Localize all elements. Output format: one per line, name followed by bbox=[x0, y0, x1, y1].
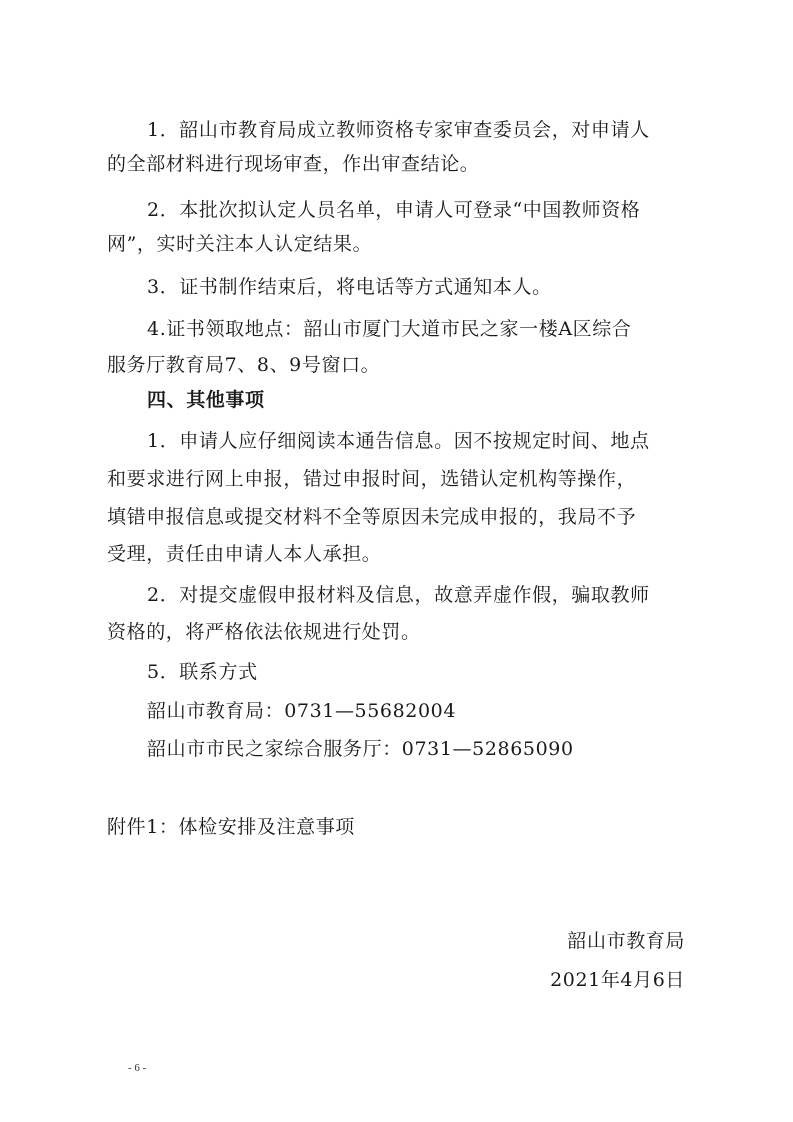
contact-education-bureau: 韶山市教育局：0731—55682004 bbox=[147, 700, 457, 722]
paragraph-2-line-1: 2．本批次拟认定人员名单，申请人可登录“中国教师资格 bbox=[147, 199, 641, 221]
contact-service-hall: 韶山市市民之家综合服务厅：0731—52865090 bbox=[147, 738, 574, 760]
paragraph-1-line-1: 1．韶山市教育局成立教师资格专家审查委员会，对申请人 bbox=[147, 119, 650, 141]
section-4-paragraph-1-line-4: 受理，责任由申请人本人承担。 bbox=[107, 543, 382, 565]
signature-date: 2021年4月6日 bbox=[550, 969, 685, 991]
paragraph-4-line-1: 4.证书领取地点：韶山市厦门大道市民之家一楼A区综合 bbox=[147, 318, 632, 340]
contact-title: 5．联系方式 bbox=[147, 661, 258, 683]
paragraph-3-line-1: 3．证书制作结束后，将电话等方式通知本人。 bbox=[147, 276, 552, 298]
section-4-paragraph-2-line-2: 资格的，将严格依法依规进行处罚。 bbox=[107, 621, 421, 643]
section-4-paragraph-2-line-1: 2．对提交虚假申报材料及信息，故意弄虚作假，骗取教师 bbox=[147, 584, 650, 606]
page-number: - 6 - bbox=[128, 1062, 147, 1074]
section-heading: 四、其他事项 bbox=[147, 389, 265, 411]
section-4-paragraph-1-line-2: 和要求进行网上申报，错过申报时间，选错认定机构等操作， bbox=[107, 468, 637, 490]
signature-org: 韶山市教育局 bbox=[567, 930, 685, 952]
attachment-note: 附件1：体检安排及注意事项 bbox=[107, 816, 355, 838]
paragraph-2-line-2: 网”，实时关注本人认定结果。 bbox=[107, 233, 373, 255]
section-4-paragraph-1-line-1: 1．申请人应仔细阅读本通告信息。因不按规定时间、地点 bbox=[147, 430, 650, 452]
paragraph-4-line-2: 服务厅教育局7、8、9号窗口。 bbox=[107, 354, 381, 376]
section-4-paragraph-1-line-3: 填错申报信息或提交材料不全等原因未完成申报的，我局不予 bbox=[107, 506, 637, 528]
paragraph-1-line-2: 的全部材料进行现场审查，作出审查结论。 bbox=[107, 153, 480, 175]
